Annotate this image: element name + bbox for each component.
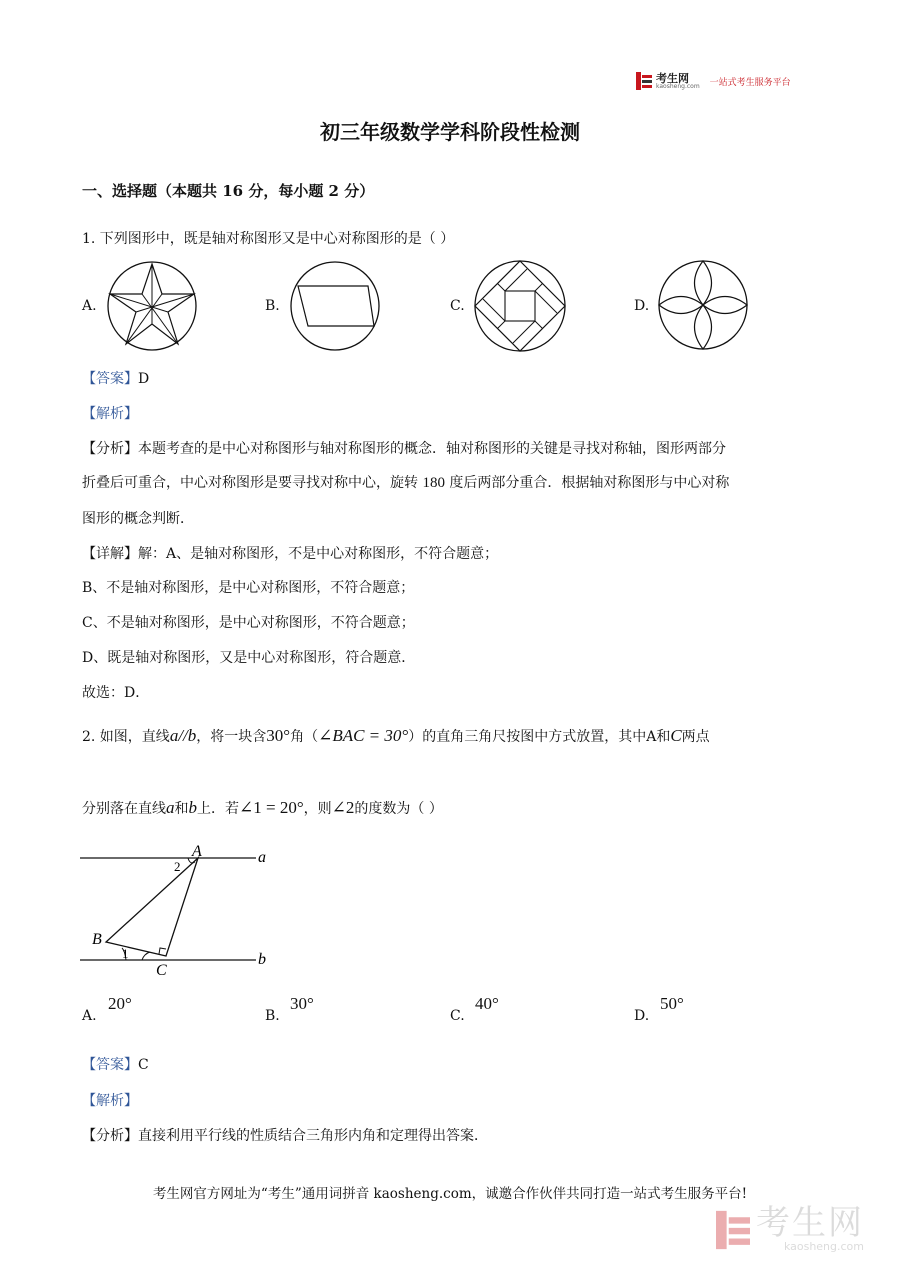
- q1-analysis-label: 【分析】: [82, 441, 138, 457]
- q2-analysis-label: 【分析】: [82, 1128, 138, 1144]
- q1-detail-text-1: 解：A、是轴对称图形，不是中心对称图形，不符合题意；: [138, 546, 499, 562]
- header-slogan: 一站式考生服务平台: [709, 77, 791, 88]
- header-brand: 考生网: [656, 71, 689, 85]
- q2-stem-line-2: [82, 798, 443, 818]
- star-in-circle-icon: [106, 260, 198, 352]
- q1-analysis-text-4: 图形的概念判断．: [82, 511, 194, 527]
- square-pinwheel-in-circle-icon: [472, 258, 568, 354]
- q2-option-b-label: B.: [265, 1008, 280, 1024]
- q2-stem-line-1: [82, 726, 710, 746]
- q2-analysis-tag: 【解析】: [82, 1093, 138, 1109]
- q1-answer-tag: 【答案】: [82, 371, 138, 387]
- q2-answer-value: C: [138, 1057, 149, 1073]
- label-b: b: [258, 951, 266, 968]
- q2-point-a: A: [646, 729, 657, 745]
- q2-stem2-and: 和: [174, 801, 189, 817]
- q2-analysis-text: 直接利用平行线的性质结合三角形内角和定理得出答案．: [138, 1128, 488, 1144]
- q2-figure: [80, 838, 280, 984]
- q2-option-a-label: A.: [82, 1008, 97, 1024]
- q1-option-a-label: A.: [82, 298, 97, 314]
- q2-answer: [82, 1054, 149, 1074]
- label-C: C: [156, 962, 167, 979]
- q1-stem: 1. 下列图形中，既是轴对称图形又是中心对称图形的是（ ）: [82, 231, 455, 247]
- watermark-domain: kaosheng.com: [783, 1240, 864, 1253]
- header-domain: kaosheng.com: [656, 82, 700, 90]
- q2-stem-text-5: 两点: [681, 729, 710, 745]
- triangle-abc: [106, 858, 198, 956]
- q2-stem-and: 和: [656, 729, 671, 745]
- triangle-parallel-lines-diagram: [80, 838, 280, 980]
- q2-line-b: b: [188, 798, 197, 817]
- q1-detail-text-4: D、既是轴对称图形，又是中心对称图形，符合题意．: [82, 650, 416, 666]
- q2-stem2-text-4: 的度数为（ ）: [354, 801, 443, 817]
- q2-angle-1: ∠1 = 20°: [239, 798, 304, 817]
- q1-detail-text-2: B、不是轴对称图形，是中心对称图形，不符合题意；: [82, 580, 415, 596]
- label-a: a: [258, 849, 266, 866]
- q2-parallel-lines: a//b: [169, 726, 197, 745]
- q2-stem-text-4: ）的直角三角尺按图中方式放置，其中: [408, 729, 647, 745]
- q2-angle-2: ∠2: [331, 798, 355, 817]
- kaosheng-logo-icon: [636, 72, 652, 90]
- q1-answer: [82, 368, 149, 388]
- header-logo: [636, 72, 791, 90]
- q1-answer-value: D: [138, 371, 150, 387]
- q2-stem2-text-2: 上．若: [197, 801, 239, 817]
- q1-analysis-text-2: 折叠后可重合，中心对称图形是要寻找对称中心，旋转: [82, 475, 418, 491]
- q1-option-b-figure: [288, 260, 382, 352]
- q2-option-c-value: 40°: [475, 994, 499, 1013]
- q2-stem2-text-1: 分别落在直线: [82, 801, 166, 817]
- q1-option-b-label: B.: [265, 298, 280, 314]
- q2-stem-text-3: 角（: [290, 729, 319, 745]
- q1-analysis-text-3: 度后两部分重合．根据轴对称图形与中心对称: [449, 475, 730, 491]
- q1-option-a-figure: [106, 260, 198, 352]
- q2-point-c: C: [670, 726, 682, 745]
- watermark: [716, 1203, 864, 1253]
- q2-stem-text-1: 2. 如图，直线: [82, 729, 170, 745]
- q2-angle-30: 30°: [266, 726, 291, 745]
- label-1: 1: [122, 946, 129, 961]
- q2-angle-bac: ∠BAC = 30°: [318, 726, 409, 745]
- page-footer: 考生网官方网址为“考生”通用词拼音 kaosheng.com，诚邀合作伙伴共同打造一站式考生服务平台!: [152, 1186, 748, 1202]
- q2-option-c-label: C.: [450, 1008, 465, 1024]
- section-heading: 一、选择题（本题共 16 分，每小题 2 分）: [82, 182, 375, 200]
- parallelogram-in-circle-icon: [288, 260, 382, 352]
- q1-option-c-label: C.: [450, 298, 465, 314]
- q1-detail-line-1: [82, 543, 498, 563]
- q2-analysis-line: [82, 1125, 488, 1145]
- watermark-logo-icon: [716, 1210, 750, 1250]
- q2-option-a-value: 20°: [108, 994, 132, 1013]
- label-2: 2: [174, 859, 181, 874]
- four-petal-flower-in-circle-icon: [656, 258, 750, 352]
- q1-rotation-degrees: 180: [422, 475, 445, 491]
- q2-answer-tag: 【答案】: [82, 1057, 138, 1073]
- label-B: B: [92, 931, 102, 948]
- page-title: 初三年级数学学科阶段性检测: [320, 120, 580, 144]
- header-brand-block: [656, 73, 700, 90]
- q1-option-d-figure: [656, 258, 750, 352]
- q1-analysis-tag: 【解析】: [82, 406, 138, 422]
- q2-stem2-text-3: ，则: [303, 801, 332, 817]
- right-angle-mark: [159, 948, 166, 954]
- watermark-text-block: [756, 1203, 864, 1253]
- angle-c-arc: [142, 952, 150, 960]
- q2-stem-text-2: ，将一块含: [196, 729, 267, 745]
- q1-analysis-text-1: 本题考查的是中心对称图形与轴对称图形的概念．轴对称图形的关键是寻找对称轴，图形两部分: [138, 441, 726, 457]
- label-A: A: [192, 843, 202, 860]
- q2-option-d-value: 50°: [660, 994, 684, 1013]
- q1-analysis-line-2: [82, 472, 729, 492]
- q2-option-b-value: 30°: [290, 994, 314, 1013]
- q1-detail-text-3: C、不是轴对称图形，是中心对称图形，不符合题意；: [82, 615, 415, 631]
- watermark-brand: 考生网: [756, 1203, 864, 1243]
- q1-conclusion: 故选：D．: [82, 685, 150, 701]
- q1-detail-label: 【详解】: [82, 546, 138, 562]
- q1-option-c-figure: [472, 258, 568, 354]
- q1-option-d-label: D.: [634, 298, 650, 314]
- q2-line-a: a: [166, 798, 175, 817]
- q2-option-d-label: D.: [634, 1008, 650, 1024]
- q1-analysis-line-1: [82, 438, 726, 458]
